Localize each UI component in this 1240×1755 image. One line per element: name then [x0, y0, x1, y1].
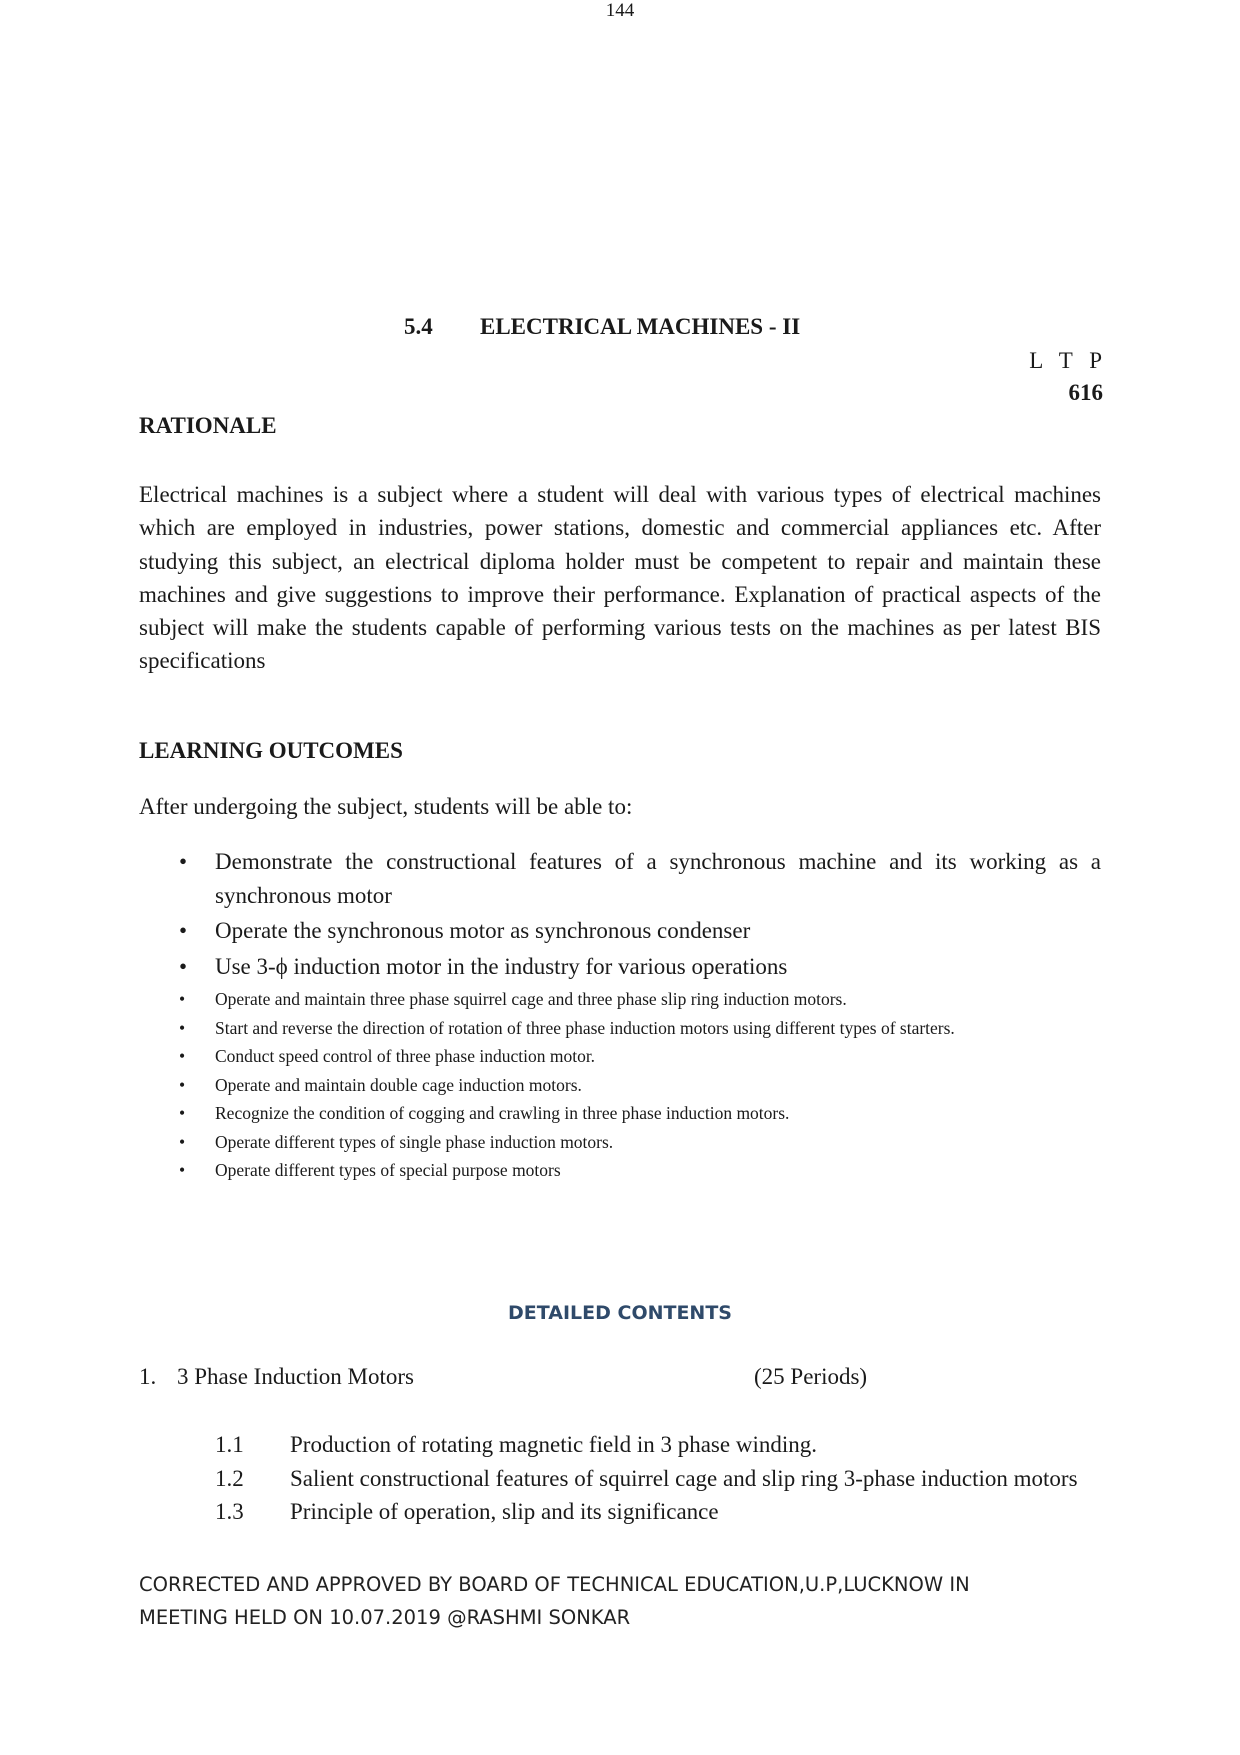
ltp-header: L T P [1029, 348, 1103, 373]
topic-item [215, 1462, 1101, 1496]
topic-item [215, 1495, 1101, 1529]
footer-line-1: CORRECTED AND APPROVED BY BOARD OF TECHNICAL EDUCATION,U.P,LUCKNOW IN [139, 1573, 970, 1596]
list-item: • Operate and maintain three phase squirrel cage and three phase slip ring induction motors. [139, 985, 1101, 1014]
topic-text: Salient constructional features of squirrel cage and slip ring 3-phase induction motors [290, 1465, 1078, 1491]
learning-outcomes-heading: LEARNING OUTCOMES [139, 738, 403, 763]
learning-outcomes-list [139, 845, 1101, 1185]
approval-footer [139, 1568, 1139, 1634]
list-item: • Start and reverse the direction of rotation of three phase induction motors using different types of starters. [139, 1014, 1101, 1043]
topic-item [215, 1428, 1101, 1462]
section-name: ELECTRICAL MACHINES - II [480, 314, 801, 339]
rationale-heading: RATIONALE [139, 413, 277, 438]
ltp-values: 616 [1068, 380, 1103, 405]
topic-number: 1.2 [215, 1465, 244, 1491]
list-item: • Operate different types of single phase induction motors. [139, 1128, 1101, 1157]
unit-periods: (25 Periods) [754, 1364, 868, 1389]
unit-number: 1. [139, 1364, 157, 1389]
section-title [404, 314, 800, 340]
topic-number: 1.3 [215, 1499, 244, 1524]
topic-text: Production of rotating magnetic field in 3 phase winding. [290, 1432, 817, 1457]
list-item: • Recognize the condition of cogging and crawling in three phase induction motors. [139, 1099, 1101, 1128]
detailed-contents-heading: DETAILED CONTENTS [508, 1302, 732, 1324]
rationale-paragraph: Electrical machines is a subject where a student will deal with various types of electrical machines which are employed in industries, power stations, domestic and commercial appliances etc. After studying this subject, an electrical diploma holder must be competent to repair and maintain these machines and give suggestions to improve their performance. Explanation of practical aspects of the subject will make the students capable of performing various tests on the machines as per latest BIS specifications [139, 482, 1101, 674]
list-item: • Use 3-ϕ induction motor in the industry for various operations [139, 950, 1101, 984]
topic-list [215, 1428, 1101, 1529]
unit-name: 3 Phase Induction Motors [177, 1364, 415, 1389]
list-item: • Demonstrate the constructional features of a synchronous machine and its working as a synchronous motor [139, 845, 1101, 912]
list-item: • Operate different types of special purpose motors [139, 1156, 1101, 1185]
page-number: 144 [605, 0, 635, 21]
topic-number: 1.1 [215, 1432, 244, 1457]
unit-title [139, 1364, 414, 1390]
list-item: • Conduct speed control of three phase induction motor. [139, 1042, 1101, 1071]
list-item: • Operate the synchronous motor as synchronous condenser [139, 914, 1101, 948]
section-number: 5.4 [404, 314, 433, 339]
learning-outcomes-intro: After undergoing the subject, students will be able to: [139, 794, 633, 819]
footer-line-2: MEETING HELD ON 10.07.2019 @RASHMI SONKAR [139, 1606, 631, 1629]
topic-text: Principle of operation, slip and its significance [290, 1499, 719, 1524]
list-item: • Operate and maintain double cage induction motors. [139, 1071, 1101, 1100]
